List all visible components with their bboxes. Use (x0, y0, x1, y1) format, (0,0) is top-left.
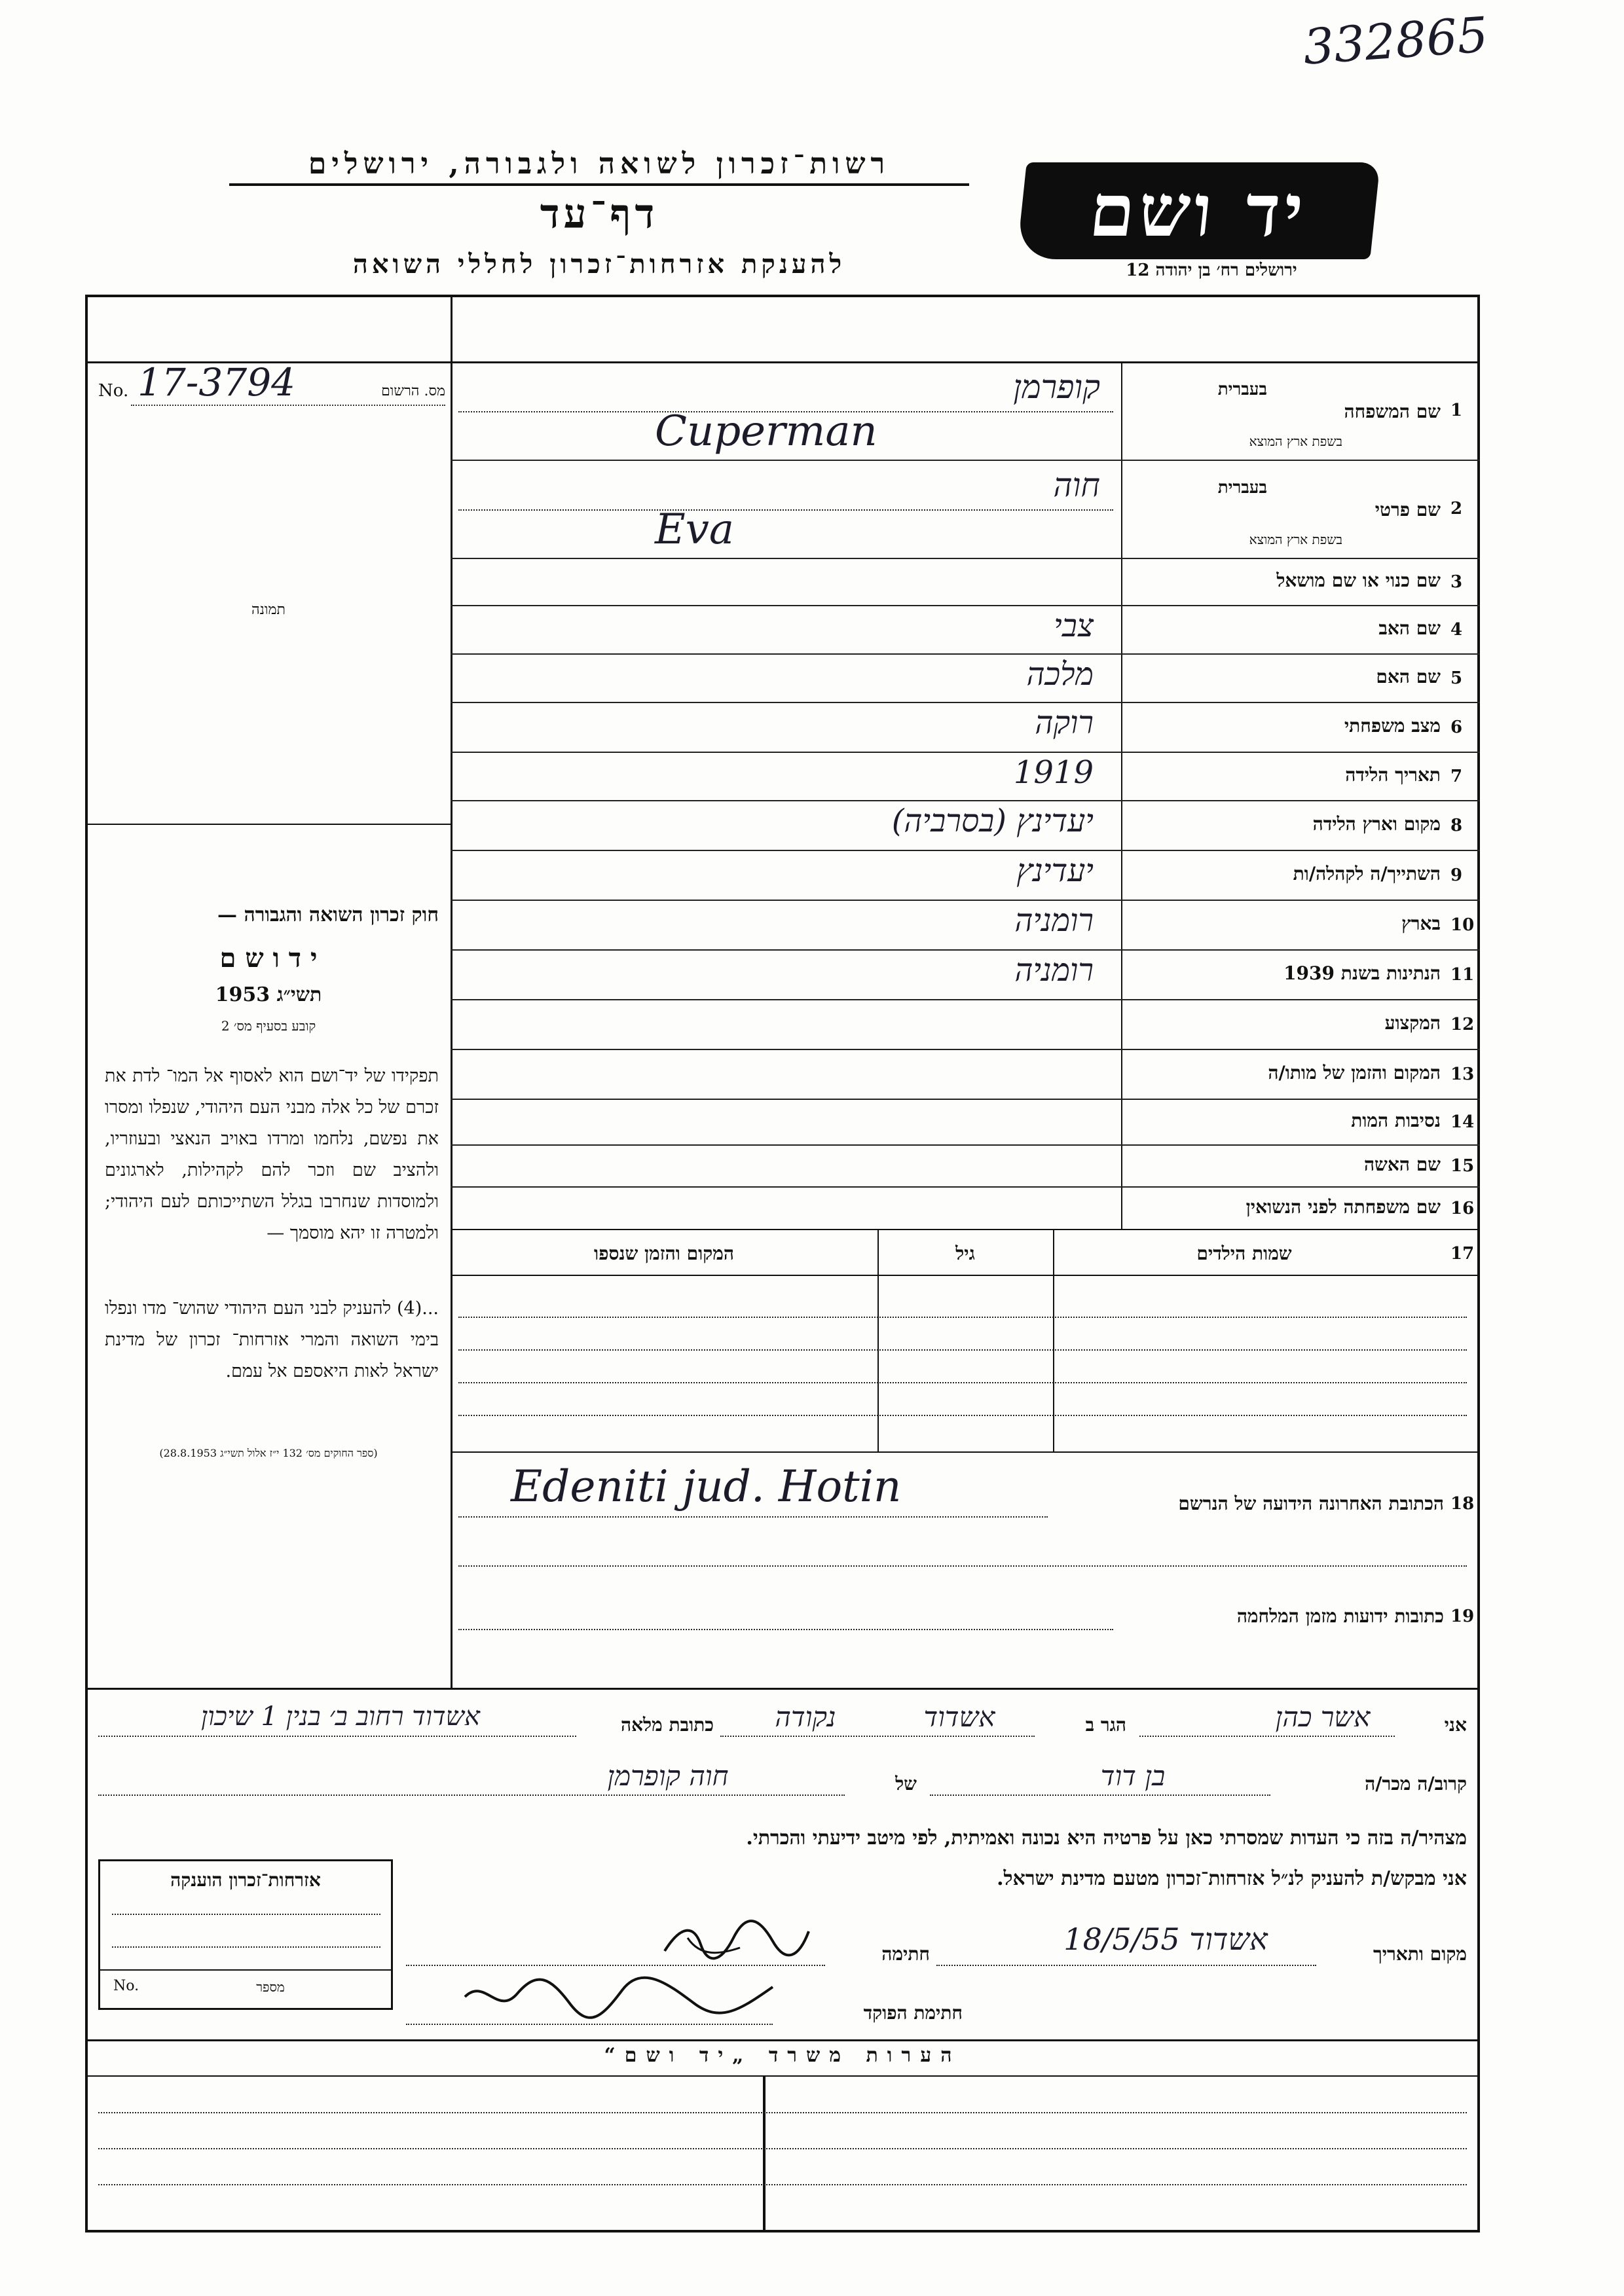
field-8-value: יעדינץ (בסרביה) (891, 803, 1094, 839)
registration-label: מס. הרשום (381, 383, 445, 399)
field-3-number: 3 (1450, 572, 1463, 592)
declarant-ani: אני (1444, 1714, 1467, 1736)
field-2-sub-hebrew: בעברית (1217, 478, 1267, 498)
declarant-name: אשר כהן (1275, 1701, 1371, 1733)
full-address-value: אשדוד רחוב ב׳ בנין 1 שיכון (201, 1702, 480, 1732)
stamp-no-label: No. (113, 1978, 139, 1994)
field-11-label: הנתינות בשנת 1939 (1283, 962, 1441, 984)
registration-number-label: No. (98, 381, 129, 401)
place-date-value: אשדוד 18/5/55 (1063, 1922, 1268, 1957)
field-3-label: שם כנוי או שם מושאל (1276, 570, 1441, 591)
field-8-number: 8 (1450, 816, 1463, 835)
field-7-value: 1919 (1013, 754, 1094, 791)
of-value: חוה קופרמן (607, 1760, 729, 1792)
full-address-label: כתובת מלאה (620, 1714, 714, 1736)
declarant-signature (661, 1918, 812, 1964)
field-2-value-local: Eva (655, 505, 735, 554)
resides-value: אשדוד (923, 1701, 995, 1733)
field-16-number: 16 (1450, 1198, 1475, 1218)
law-year: תשי״ג 1953 (215, 983, 322, 1006)
signature-label: חתימה (881, 1943, 930, 1965)
field-11-value: רומניה (1014, 952, 1094, 989)
field-12-number: 12 (1450, 1015, 1475, 1034)
field-6-value: רוקה (1035, 704, 1094, 741)
place-date-label: מקום ותאריך (1373, 1943, 1467, 1965)
field-1-sub-hebrew: בעברית (1217, 380, 1267, 399)
remarks-title: הערות משרד „יד ושם“ (604, 2044, 961, 2067)
relative-value: בן דוד (1100, 1760, 1166, 1792)
field-7-label: תאריך הלידה (1345, 764, 1441, 786)
field-1-value-hebrew: קופרמן (1013, 368, 1100, 406)
field-9-label: השתייך/ה לקהלה/ות (1293, 863, 1441, 884)
field-10-value: רומניה (1014, 902, 1094, 939)
of-label: של (895, 1773, 917, 1795)
memorial-citizenship-box (98, 1859, 393, 2010)
field-15-label: שם האשה (1363, 1154, 1441, 1175)
field-11-number: 11 (1450, 965, 1475, 985)
law-name: י ד ו ש ם (219, 943, 318, 974)
war-address-label: כתובות ידועות מזמן המלחמה (1236, 1605, 1444, 1627)
field-4-label: שם האב (1378, 617, 1441, 639)
relative-label: קרוב/ה מכר/ה (1365, 1773, 1467, 1795)
last-address-label: הכתובת האחרונה הידועה של הנרשם (1178, 1493, 1444, 1514)
field-8-label: מקום וארץ הלידה (1312, 813, 1441, 835)
field-10-number: 10 (1450, 915, 1475, 935)
form-subtitle: להענקת אזרחות־זכרון לחללי השואה (352, 249, 846, 280)
field-7-number: 7 (1450, 767, 1463, 786)
field-17-number: 17 (1450, 1244, 1475, 1264)
field-5-number: 5 (1450, 668, 1463, 688)
field-13-number: 13 (1450, 1065, 1475, 1084)
field-9-value: יעדינץ (1016, 852, 1094, 889)
field-6-number: 6 (1450, 718, 1463, 737)
field-19-number: 19 (1450, 1607, 1475, 1626)
law-reference: (ספר החוקים מס׳ 132 י״ז אלול תשי״ג 28.8.1953) (159, 1447, 378, 1459)
resides-label: הגר ב (1085, 1714, 1126, 1736)
field-14-label: נסיבות המות (1351, 1110, 1441, 1131)
street-value: נקודה (775, 1701, 836, 1733)
law-clause: קובע בסעיף מס׳ 2 (221, 1018, 316, 1034)
field-6-label: מצב משפחתי (1344, 715, 1441, 737)
form-title: דף־עד (540, 190, 659, 238)
field-14-number: 14 (1450, 1112, 1475, 1132)
yad-vashem-logo: יד ושם (1016, 162, 1380, 259)
field-16-label: שם משפחתה לפני הנשואין (1246, 1195, 1441, 1218)
last-address-value: Edeniti jud. Hotin (511, 1461, 902, 1512)
stamp-number-label: מספר (256, 1979, 285, 1995)
children-names-header: שמות הילדים (1196, 1243, 1292, 1264)
field-1-sub-local: בשפת ארץ המוצא (1249, 433, 1342, 449)
field-15-number: 15 (1450, 1156, 1475, 1176)
children-place-header: המקום והזמן שנספו (594, 1243, 734, 1264)
official-signature-label: חתימת הפוקד (863, 2002, 963, 2024)
field-5-label: שם האם (1376, 666, 1441, 687)
field-2-number: 2 (1450, 499, 1463, 519)
statement-1: מצהיר/ה בזה כי העדות שמסרתי כאן על פרטיה היא נכונה ואמיתית, לפי מיטב ידיעתי והכרתי. (746, 1827, 1467, 1850)
address-line: ירושלים רח׳ בן יהודה 12 (1126, 261, 1297, 280)
law-text-2: ...(4) להעניק לבני העם היהודי שהוש־ מדו ונפלו בימי השואה והמרי אזרחות־ זכרון של מדינת ישראל לאות היאספם אל עמם. (105, 1298, 439, 1381)
field-5-value: מלכה (1026, 656, 1094, 693)
field-4-number: 4 (1450, 620, 1463, 640)
field-12-label: המקצוע (1384, 1012, 1441, 1034)
field-9-number: 9 (1450, 866, 1463, 885)
field-2-label: שם פרטי (1375, 499, 1441, 520)
field-1-value-local: Cuperman (655, 407, 877, 456)
official-signature (458, 1971, 786, 2023)
law-text-1: תפקידו של יד־ושם הוא לאסוף אל המו־ לדת את זכרם של כל אלה מבני העם היהודי, שנפלו ומסרו את נפשם, נלחמו ומרדו באויב הנאצי ובעוזריו, ולהציב שם וזכר להם לקהילות, לארגונים ולמוסדות שנחרבו בגלל השתייכותם לעם היהודי; ולמטרה זו יהא מוסמך — (105, 1066, 439, 1243)
children-age-header: גיל (955, 1243, 975, 1264)
field-18-number: 18 (1450, 1494, 1475, 1514)
registration-number-value: 17-3794 (138, 360, 296, 405)
field-13-label: המקום והזמן של מותו/ה (1268, 1062, 1441, 1084)
field-2-value-hebrew: חוה (1053, 466, 1100, 504)
archive-number: 332865 (1301, 7, 1490, 76)
law-title: חוק זכרון השואה והגבורה — (217, 903, 439, 926)
stamp-title: אזרחות־זכרון הוענקה (170, 1869, 321, 1891)
statement-2: אני מבקש/ת להעניק לנ״ל אזרחות־זכרון מטעם מדינת ישראל. (997, 1867, 1467, 1890)
field-2-sub-local: בשפת ארץ המוצא (1249, 532, 1342, 547)
photo-placeholder-label: תמונה (251, 602, 286, 618)
field-1-label: שם המשפחה (1344, 401, 1441, 422)
field-4-value: צבי (1054, 608, 1094, 644)
field-1-number: 1 (1450, 401, 1463, 420)
field-10-label: בארץ (1401, 913, 1441, 934)
authority-title: רשות־זכרון לשואה ולגבורה, ירושלים (229, 147, 969, 186)
